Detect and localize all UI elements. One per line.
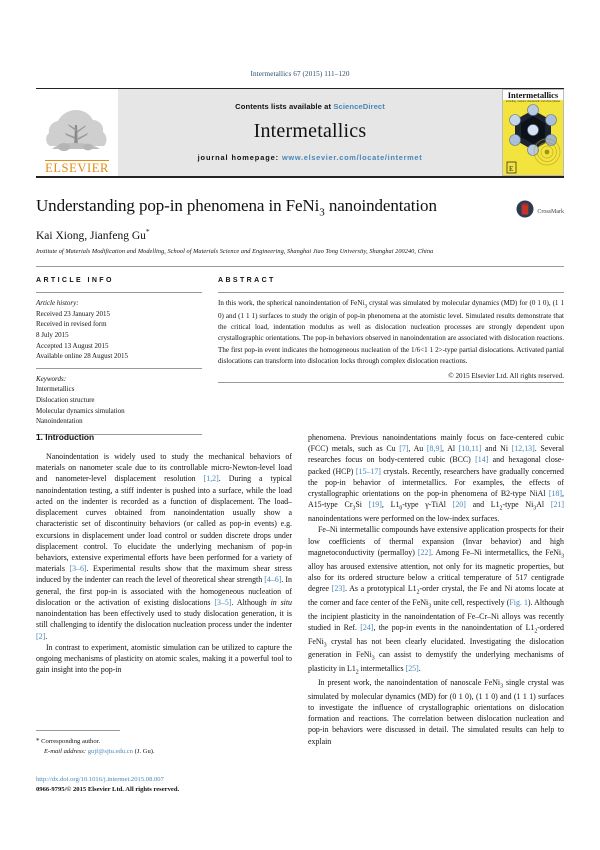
corresponding-author-footnote [36,730,292,757]
rp2-f: unite cell, respectively ( [431,597,510,607]
rp1-c: , Al [442,444,459,454]
title-tail: nanoindentation [324,196,437,215]
section-heading-introduction: 1. Introduction [36,432,95,442]
sciencedirect-link[interactable]: ScienceDirect [333,102,385,111]
intro-paragraph-5 [308,677,564,747]
rp1-sub-2: 0 [399,505,403,512]
running-head: Intermetallics 67 (2015) 111–120 [250,70,350,78]
rp2-sub-1: 3 [561,553,565,560]
author-list [36,227,564,242]
ip1-c: . Experimental results show that the maximum shear stress induced by the indenter can reach the level of theoretical shear strength [36,564,292,585]
authors-names: Kai Xiong, Jianfeng Gu [36,230,146,243]
citation-1-2[interactable]: [1,2] [203,474,219,484]
citation-20[interactable]: [20] [452,500,466,510]
rp2-m: . [418,664,421,674]
rp1-f: and hexagonal close-packed (HCP) [308,455,564,476]
rp3-b: single crystal was simulated by molecular dynamics (MD) for (0 1 0), (1 1 0) and (1 1 1) surfaces to investigate the influence of crystallographic orientations on dislocation formation and reactions. The correlation between dislocation nucleation and pop-in behaviors were discussed in detail. The simulated results can help to explain [308,678,564,746]
abstract-heading: ABSTRACT [218,277,276,284]
doi-link[interactable]: http://dx.doi.org/10.1016/j.intermet.2015.08.007 [36,776,164,783]
rp2-sub-2: 2 [416,589,420,596]
history-line-4: Available online 28 August 2015 [36,352,129,361]
citation-8-9[interactable]: [8,9] [426,444,443,454]
journal-masthead [36,88,564,178]
rp2-sub-5: 3 [323,642,327,649]
intro-paragraph-3 [308,432,564,524]
intro-paragraph-2: In contrast to experiment, atomistic simulation can be utilized to capture the ongoing mechanisms of plasticity on atomic scales, making it a powerful tool to gain insight into the pop-in [36,642,292,675]
cover-subtitle: including: complex, intermetallic and related phases [505,100,561,103]
rp2-sub-6: 3 [371,655,375,662]
citation-3-5[interactable]: [3–5] [214,597,232,607]
abstract-copyright: © 2015 Elsevier Ltd. All rights reserved. [448,371,564,380]
cover-cluster-illustration [503,90,564,176]
journal-cover-thumbnail [502,89,564,176]
homepage-label: journal homepage: [197,153,279,162]
svg-text:E: E [509,165,514,173]
journal-title: Intermetallics [253,120,367,142]
affiliation: Institute of Materials Modification and Modelling, School of Materials Science and Engineering, Shanghai Jiao Tong University, Shanghai 200240, China [36,248,434,256]
footnote-corresponding-text: Corresponding author. [39,738,101,745]
corresponding-author-marker: * [145,227,150,237]
rp1-d: and Ni [481,444,512,454]
rp1-sub-1: 3 [352,505,356,512]
abstract-part-1: In this work, the spherical nanoindentation of FeNi [218,299,365,307]
citation-3-6[interactable]: [3–6] [69,564,87,574]
citation-24[interactable]: [24] [360,622,374,632]
keyword-1: Dislocation structure [36,396,95,404]
rp2-j: crystal has not been clearly elucidated. Investigating the dislocation generation in FeNi [308,636,564,660]
rp1-m: -type Ni [502,500,534,510]
rp1-o: nanoindentations were performed on the low-index surfaces. [308,514,500,524]
rp2-b: . Among Fe–Ni intermetallics, the FeNi [430,547,562,557]
crossmark-label: CrossMark [537,208,564,215]
rp2-c: alloy has aroused extensive attention, not only for its magnetic properties, but also for its ordered structure below a critical temperature of 517 centigrade degree [308,561,564,593]
rp3-sub-1: 3 [500,683,503,690]
title-main: Understanding pop-in phenomena in FeNi [36,196,320,215]
keyword-2: Molecular dynamics simulation [36,406,125,415]
rp1-n: Al [536,500,551,510]
masthead-center [118,89,502,176]
info-abstract-region [36,266,564,435]
abstract-subscript-1: 3 [364,303,368,310]
rp1-k: -type γ-TiAl [402,500,453,510]
elsevier-logo [36,89,118,176]
article-info-heading: ARTICLE INFO [36,277,114,284]
abstract-rule-bottom [218,382,564,383]
keywords-list [36,369,202,434]
rp2-k: can assist to demystify the underlying mechanisms of plasticity in L1 [308,650,564,674]
rp1-a: phenomena. Previous nanoindentations mainly focus on face-centered cubic (FCC) metals, such as Cu [308,433,564,454]
footnote-rule [36,730,120,731]
rp2-a: Fe–Ni intermetallic compounds have extensive application prospects for their low coefficients of thermal expansion (Invar behavior) and high magnetoconductivity (permalloy) [308,525,564,557]
contents-prefix: Contents lists available at [235,102,334,111]
ip1-g: . [45,631,48,641]
title-block [36,196,564,255]
elsevier-tree-icon [42,107,112,159]
citation-7[interactable]: [7] [399,444,409,454]
elsevier-wordmark: ELSEVIER [45,160,109,175]
rp1-l: and L1 [465,500,500,510]
citation-22[interactable]: [22] [417,547,431,557]
rp1-h: , A15-type Cr [308,489,564,510]
article-history [36,293,202,368]
crossmark-icon [516,200,534,223]
citation-15-17[interactable]: [15–17] [355,466,381,476]
abstract-text [218,293,564,367]
rp2-sub-3: 3 [428,603,432,610]
page-footer [36,775,336,794]
abstract-part-2: crystal was simulated by molecular dynamics (MD) for (0 1 0), (1 1 0) and (1 1 1) surfaces to study the origin of pop-in phenomena at the atomistic level. Simulated results demonstrate that the critical load, indentation modulus as well as dislocation nucleation processes are strongly dependent upon crystallographic orientations. The pop-in behaviors observed in nanoindentation are associated with dislocation reactions. The first pop-in event indicates the homogeneous nucleation of the 1/6<1 1 2>-type partial dislocations. Activated partial dislocations can transform into dislocation locks through complex dislocation reactions. [218,299,564,365]
abstract-column [218,267,564,435]
history-line-3: Accepted 13 August 2015 [36,341,109,350]
keyword-3: Nanoindentation [36,417,83,426]
homepage-url-link[interactable]: www.elsevier.com/locate/intermet [281,153,423,162]
history-line-1: Received in revised form [36,320,107,329]
page-title [36,196,564,218]
footnote-email-line [36,747,292,757]
body-columns [36,432,564,747]
citation-10-11[interactable]: [10,11] [458,444,482,454]
history-line-0: Received 23 January 2015 [36,309,111,318]
ip1-f: nanoindentation has been effectively used to study dislocation generation, it is still challenging to identify the dislocation nucleation process under the indenter [36,609,292,630]
citation-4-6[interactable]: [4–6] [264,575,282,585]
citation-25[interactable]: [25] [405,664,419,674]
history-line-2: 8 July 2015 [36,330,69,339]
title-subscript: 3 [319,206,325,219]
crossmark-badge[interactable] [516,200,564,223]
figure-reference-1[interactable]: Fig. 1 [509,597,528,607]
rp2-l: intermetallics [358,664,406,674]
keywords-label: Keywords: [36,374,67,383]
rp1-e: . Several researches focus on body-centered cubic (BCC) [308,444,565,465]
intro-paragraph-4 [308,524,564,677]
ip1-e: . Although [231,597,271,607]
email-link[interactable]: gujf@sjtu.edu.cn [87,747,133,755]
citation-19[interactable]: [19] [368,500,382,510]
issn-copyright: 0966-9795/© 2015 Elsevier Ltd. All rights reserved. [36,785,180,793]
cover-journal-title: Intermetallics [503,90,563,100]
rp2-i: -ordered FeNi [308,622,565,646]
body-column-right [308,432,564,747]
rp2-sub-7: 2 [355,669,359,676]
rp1-j: , L1 [381,500,400,510]
citation-23[interactable]: [23] [331,584,345,593]
journal-homepage-line [198,153,423,162]
email-attribution: (J. Gu). [132,747,155,755]
article-history-label: Article history: [36,299,79,307]
ip1-d: . In general, the first pop-in is associated with the homogeneous nucleation of dislocation or the activation of existing dislocations [36,575,292,607]
ip1-b: . During a typical nanoindentation testing, a stiff indenter is pushed into a surface, while the load acted on the indenter is recorded as a function of displacement. The load–displacement curves obtained from nanoindentation usually show a characteristic set of discontinuity behaviors (or called as pop-in events) e.g. excursions in displacement under load control or sudden discrete drops under displacement control. To elucidate the underlying mechanism of pop-in behaviors, extensive experimental efforts have been performed for a variety of materials [36,474,292,574]
rp2-g: ). Although the incipient plasticity in the nanoindentation of Fe–Cr–Ni alloys was recently studied in Ref. [308,597,564,632]
rp2-sub-4: 2 [534,628,538,635]
email-label: E-mail address: [44,747,87,755]
footnote-corresponding-line [36,736,292,747]
rp1-g: crystals. Recently, researchers have gradually concerned the pop-in behavior of intermetallics. For examples, the effects of crystallographic orientations on the pop-in phenomena of B2-type NiAl [308,466,564,499]
rp1-b: , Au [408,444,427,454]
contents-list-line [235,102,385,111]
rp1-sub-4: 3 [533,505,537,512]
article-info-column [36,267,202,435]
ip1-italic-in-situ: in situ [270,597,292,607]
keyword-0: Intermetallics [36,385,75,394]
rp1-sub-3: 2 [499,505,503,512]
ip1-a: Nanoindentation is widely used to study the mechanical behaviors of materials on nanometer scale due to its controllable micro-Newton-level load and nanometer-level displacement resolution [36,452,292,484]
body-column-left [36,432,292,747]
citation-14[interactable]: [14] [475,455,489,465]
intro-paragraph-1 [36,451,292,642]
citation-12-13[interactable]: [12,13] [511,444,535,454]
rp2-d: . As a prototypical L1 [344,584,417,593]
rp3-a: In present work, the nanoindentation of nanoscale FeNi [318,678,501,687]
footnote-star: * [36,737,40,745]
citation-21[interactable]: [21] [550,500,564,510]
rp1-i: Si [355,500,369,510]
rp2-h: , the pop-in events in the nanoindentation of L1 [373,622,535,632]
rp2-e: -order crystal, the Fe and Ni atoms locate at the corner and face center of the FeNi [308,584,565,607]
citation-2[interactable]: [2] [36,631,46,641]
citation-18[interactable]: [18] [548,489,563,499]
